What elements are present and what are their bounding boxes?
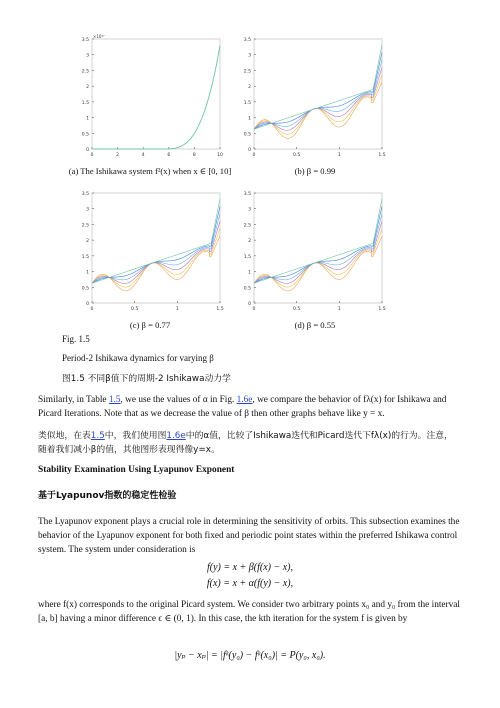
- series-line: [254, 199, 382, 283]
- paragraph-1-cn-text-a: 类似地，在表: [38, 431, 91, 441]
- ytick-label: 0.5: [81, 132, 89, 138]
- xtick-label: 2: [116, 153, 120, 158]
- plot-c: [70, 187, 230, 317]
- ytick-label: 2: [248, 85, 251, 91]
- series-line: [92, 206, 220, 283]
- series-line: [92, 221, 220, 283]
- series-line: [254, 60, 382, 130]
- ytick-label: 1: [248, 270, 251, 276]
- figure-title-cn: 图1.5 不同β值下的周期-2 Ishikawa动力学: [62, 374, 231, 384]
- plot-a: [70, 33, 230, 163]
- series-line: [92, 199, 220, 283]
- xtick-label: 1: [337, 307, 341, 312]
- ytick-label: 3.5: [81, 192, 89, 197]
- series-line: [254, 82, 382, 138]
- ytick-label: 1: [86, 116, 89, 122]
- ytick-label: 3: [86, 53, 89, 59]
- plot-frame: [92, 39, 220, 149]
- ytick-label: 0.5: [243, 286, 251, 292]
- paragraph-1-text-a: Similarly, in Table: [38, 395, 109, 405]
- figure-label: Fig. 1.5: [62, 334, 90, 344]
- paragraph-1: [38, 393, 458, 421]
- ytick-label: 1.5: [243, 100, 251, 106]
- caption-d: (d) β = 0.55: [294, 320, 336, 330]
- paragraph-3: where f(x) corresponds to the original Picard system. We consider two arbitrary points x₀ and y₀ from the interval [a, b] having a minor difference ϵ ∈ (0, 1). In this case, the kth iteration for the system f is given by: [38, 600, 461, 624]
- ytick-label: 3.5: [81, 38, 89, 43]
- series-line: [254, 45, 382, 129]
- ytick-label: 2: [86, 85, 89, 91]
- ytick-label: 2.5: [81, 69, 89, 75]
- plot-b: [232, 33, 392, 163]
- xtick-label: 4: [141, 153, 145, 158]
- series-line: [254, 236, 382, 291]
- section-heading-cn: 基于Lyapunov指数的稳定性检验: [38, 491, 177, 501]
- axis-exponent: ×10²⁷: [93, 34, 105, 39]
- ytick-label: 3: [248, 207, 251, 213]
- series-line: [254, 206, 382, 283]
- caption-a: (a) The Ishikawa system f²(x) when x ∈ [0, 10]: [68, 166, 232, 176]
- equation-1: f(y) = x + β(f(x) − x),: [206, 562, 293, 573]
- ytick-label: 0.5: [81, 286, 89, 292]
- panel-b: [232, 33, 392, 163]
- ytick-label: 2: [248, 239, 251, 245]
- ytick-label: 0: [86, 302, 89, 307]
- section-heading: Stability Examination Using Lyapunov Exponent: [38, 465, 235, 475]
- series-line: [92, 214, 220, 284]
- panel-c: [70, 187, 230, 317]
- paragraph-1-cn-text-c: 中的α值，比较了Ishikawa迭代和Picard迭代下fλ(x)的行为。注意，随着我们减小β的值，其他图形表现得像y=x。: [38, 431, 453, 455]
- ytick-label: 1.5: [81, 254, 89, 260]
- xtick-label: 0: [90, 153, 94, 158]
- xtick-label: 1.5: [378, 307, 386, 312]
- series-line: [254, 221, 382, 283]
- table-link-cn[interactable]: 1.5: [90, 431, 105, 441]
- xtick-label: 0: [90, 307, 94, 312]
- xtick-label: 0: [252, 307, 256, 312]
- paragraph-1-cn-text-b: 中，我们使用图: [104, 431, 167, 441]
- ytick-label: 1: [248, 116, 251, 122]
- equation-2: f(x) = x + α(f(y) − x),: [206, 578, 294, 589]
- series-line: [254, 214, 382, 284]
- xtick-label: 0.5: [293, 307, 301, 312]
- ytick-label: 0: [248, 148, 251, 153]
- ytick-label: 3.5: [243, 192, 251, 197]
- equation-3: |yₚ − xₚ| = |fᵏ(y₀) − fᵏ(x₀)| = P(y₀, x₀).: [174, 650, 326, 661]
- ytick-label: 3: [248, 53, 251, 59]
- series-line: [92, 236, 220, 291]
- ytick-label: 1.5: [81, 100, 89, 106]
- xtick-label: 6: [167, 153, 171, 158]
- ytick-label: 3.5: [243, 38, 251, 43]
- paragraph-1-cn: [38, 429, 458, 457]
- paragraph-1-text-b: , we use the values of α in Fig.: [120, 395, 237, 405]
- panel-a: [70, 33, 230, 163]
- ytick-label: 0.5: [243, 132, 251, 138]
- panel-d: [232, 187, 392, 317]
- series-line: [254, 52, 382, 129]
- ytick-label: 2.5: [81, 223, 89, 229]
- xtick-label: 0.5: [131, 307, 139, 312]
- figure-link-cn[interactable]: 1.6e: [166, 431, 186, 441]
- xtick-label: 1: [175, 307, 179, 312]
- caption-b: (b) β = 0.99: [294, 166, 336, 176]
- ytick-label: 0: [248, 302, 251, 307]
- xtick-label: 1: [337, 153, 341, 158]
- ytick-label: 2.5: [243, 69, 251, 75]
- ytick-label: 2: [86, 239, 89, 245]
- plot-d: [232, 187, 392, 317]
- caption-c: (c) β = 0.77: [129, 320, 171, 330]
- xtick-label: 0.5: [293, 153, 301, 158]
- table-link[interactable]: 1.5: [108, 395, 121, 405]
- paragraph-1-text-c: , we compare the behavior of fλ(x) for Ishikawa and Picard Iterations. Note that as we decrease the value of β then other graphs behave like y = x.: [38, 395, 447, 419]
- ytick-label: 3: [86, 207, 89, 213]
- xtick-label: 1.5: [378, 153, 386, 158]
- xtick-label: 8: [192, 153, 196, 158]
- ytick-label: 2.5: [243, 223, 251, 229]
- figure-title: Period-2 Ishikawa dynamics for varying β: [62, 353, 214, 363]
- xtick-label: 10: [217, 153, 223, 158]
- ytick-label: 0: [86, 148, 89, 153]
- ytick-label: 1.5: [243, 254, 251, 260]
- ytick-label: 1: [86, 270, 89, 276]
- series-line: [92, 46, 220, 149]
- paragraph-2: The Lyapunov exponent plays a crucial role in determining the sensitivity of orbits. This subsection examines the behavior of the Lyapunov exponent for both fixed and periodic point states within the preferred Ishikawa control system. The system under consideration is: [38, 517, 460, 555]
- figure-link[interactable]: 1.6e: [236, 395, 253, 405]
- xtick-label: 1.5: [216, 307, 224, 312]
- xtick-label: 0: [252, 153, 256, 158]
